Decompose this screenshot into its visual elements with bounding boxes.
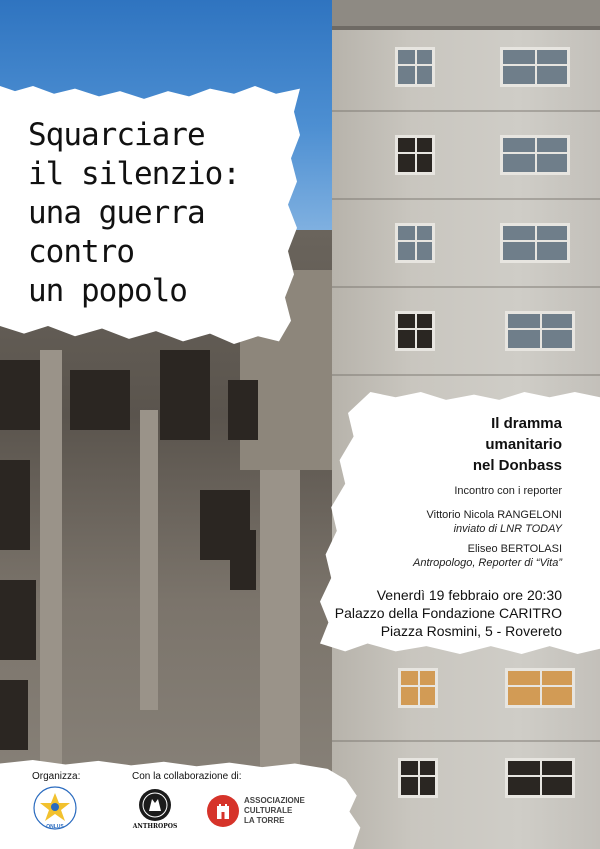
title-line: una guerra <box>28 195 205 231</box>
poster-title <box>28 116 298 311</box>
subtitle-line: nel Donbass <box>472 457 562 474</box>
title-line: un popolo <box>28 273 187 309</box>
ruin-hole <box>230 530 256 590</box>
floor-line <box>332 110 600 112</box>
title-line: Squarciare <box>28 117 205 153</box>
ruin-hole <box>0 580 36 660</box>
event-venue: Palazzo della Fondazione CARITRO <box>334 605 562 621</box>
organizer-label: Organizza: <box>32 771 81 782</box>
floor-line <box>332 740 600 742</box>
title-line: il silenzio: <box>28 156 240 192</box>
ruin-hole <box>0 460 30 550</box>
la-torre-line: CULTURALE <box>244 806 293 815</box>
collaboration-label: Con la collaborazione di: <box>132 771 242 782</box>
ruin-column <box>140 410 158 710</box>
ruin-hole <box>228 380 258 440</box>
reporter-1 <box>426 508 562 536</box>
ruin-column <box>40 350 62 810</box>
la-torre-name <box>244 796 305 826</box>
ruin-hole <box>0 360 40 430</box>
anthropos-logo-text: ANTHROPOS <box>132 823 178 830</box>
ruin-hole <box>0 680 28 750</box>
window <box>395 311 435 351</box>
onlus-logo <box>32 785 78 831</box>
window <box>505 668 575 708</box>
anthropos-logo <box>132 787 178 831</box>
subtitle-line: Il dramma <box>491 415 562 432</box>
event-details <box>335 586 562 640</box>
window <box>395 135 435 175</box>
floor-line <box>332 374 600 376</box>
floor-line <box>332 286 600 288</box>
event-subtitle <box>473 413 562 476</box>
event-date: Venerdì 19 febbraio ore 20:30 <box>376 587 562 603</box>
reporter-role: Antropologo, Reporter di “Vita” <box>413 557 562 569</box>
onlus-logo-text: ONLUS <box>46 824 64 830</box>
la-torre-logo <box>206 794 240 828</box>
event-address: Piazza Rosmini, 5 - Rovereto <box>380 623 562 639</box>
reporter-name: Vittorio Nicola RANGELONI <box>426 509 562 521</box>
onlus-logo-figure <box>51 803 59 811</box>
building-roof <box>332 0 600 26</box>
tower-door <box>222 812 225 819</box>
window <box>500 223 570 263</box>
window <box>395 223 435 263</box>
window <box>398 758 438 798</box>
la-torre-line: LA TORRE <box>244 816 285 825</box>
la-torre-line: ASSOCIAZIONE <box>244 796 305 805</box>
window <box>505 758 575 798</box>
title-line: contro <box>28 234 134 270</box>
floor-line <box>332 198 600 200</box>
window <box>395 47 435 87</box>
reporter-role: inviato di LNR TODAY <box>453 523 562 535</box>
subtitle-line: umanitario <box>485 436 562 453</box>
window <box>505 311 575 351</box>
ruin-hole <box>160 350 210 440</box>
reporters-intro: Incontro con i reporter <box>454 485 562 497</box>
window <box>398 668 438 708</box>
ruin-hole <box>70 370 130 430</box>
window <box>500 47 570 87</box>
reporter-2 <box>413 542 562 570</box>
reporter-name: Eliseo BERTOLASI <box>467 543 562 555</box>
window <box>500 135 570 175</box>
